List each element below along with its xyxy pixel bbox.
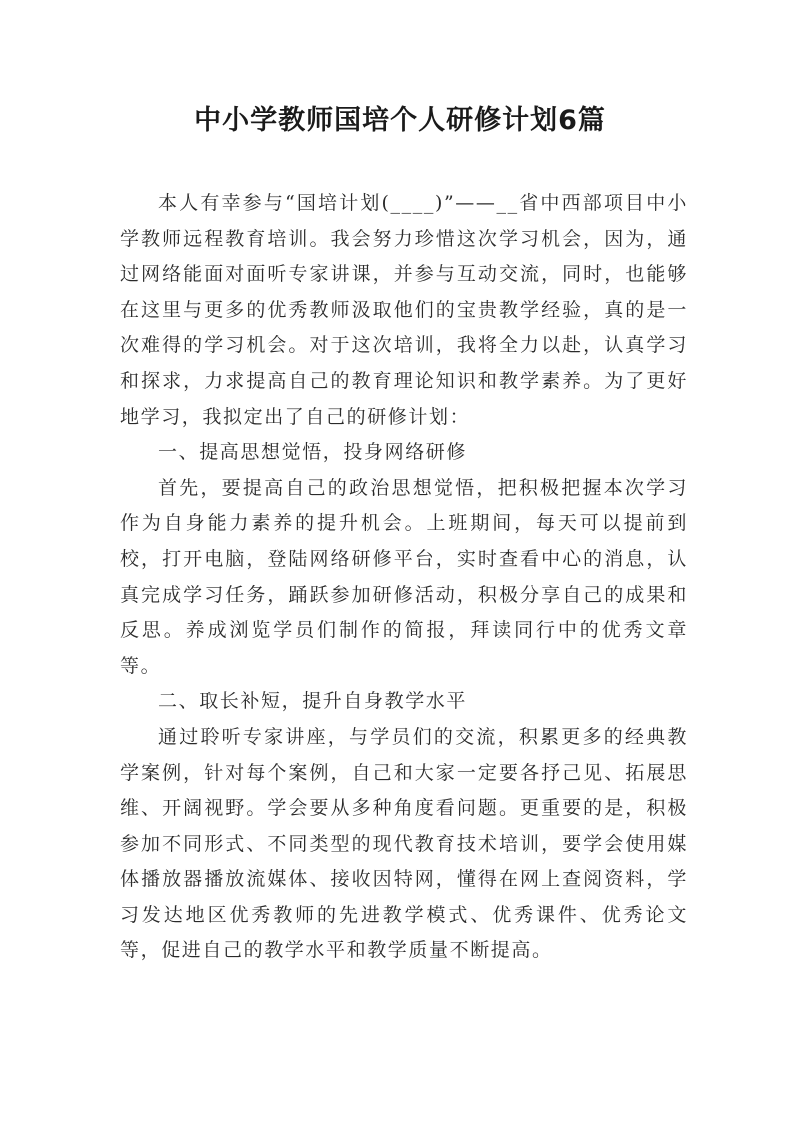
section-2-paragraph: 通过聆听专家讲座，与学员们的交流，积累更多的经典教学案例，针对每个案例，自己和大家一定要各抒己见、拓展思维、开阔视野。学会要从多种角度看问题。更重要的是，积极参加不同形式、不同类型的现代教育技术培训，要学会使用媒体播放器播放流媒体、接收因特网，懂得在网上查阅资料，学习发达地区优秀教师的先进教学模式、优秀课件、优秀论文等，促进自己的教学水平和教学质量不断提高。 [120,725,688,962]
section-heading-1: 一、提高思想觉悟，投身网络研修 [158,441,468,464]
document-body [120,186,688,969]
document-title: 中小学教师国培个人研修计划6篇 [194,105,606,136]
intro-paragraph: 本人有幸参与“国培计划(____)”——__省中西部项目中小学教师远程教育培训。我会努力珍惜这次学习机会，因为，通过网络能面对面听专家讲课，并参与互动交流，同时，也能够在这里与更多的优秀教师汲取他们的宝贵教学经验，真的是一次难得的学习机会。对于这次培训，我将全力以赴，认真学习和探求，力求提高自己的教育理论知识和教学素养。为了更好地学习，我拟定出了自己的研修计划： [120,192,688,428]
section-heading-2: 二、取长补短，提升自身教学水平 [158,690,468,713]
section-1-paragraph: 首先，要提高自己的政治思想觉悟，把积极把握本次学习作为自身能力素养的提升机会。上班期间，每天可以提前到校，打开电脑，登陆网络研修平台，实时查看中心的消息，认真完成学习任务，踊跃参加研修活动，积极分享自己的成果和反思。养成浏览学员们制作的简报，拜读同行中的优秀文章等。 [120,476,688,677]
